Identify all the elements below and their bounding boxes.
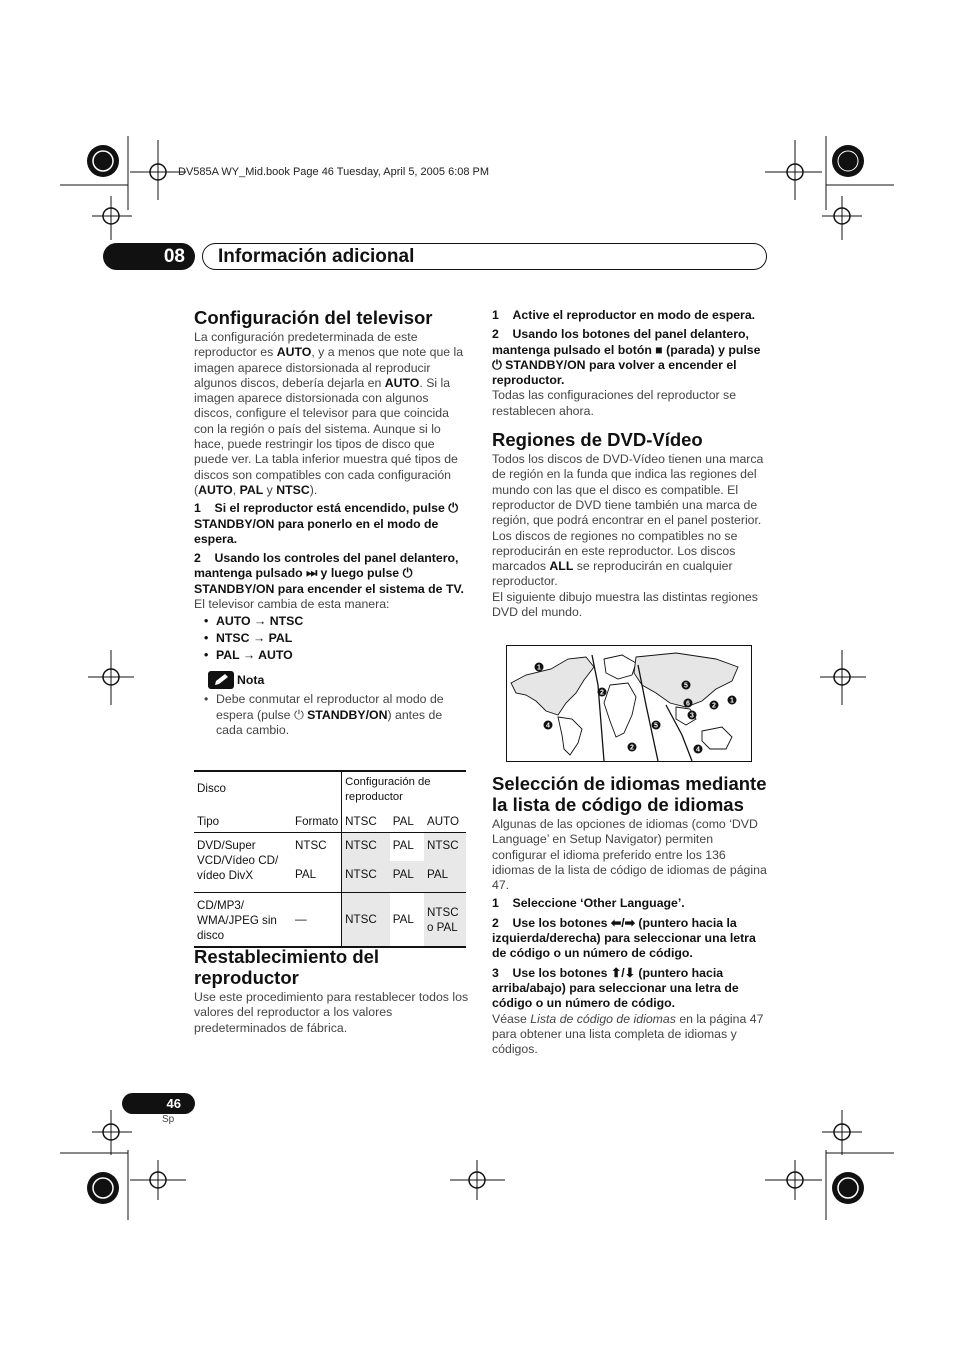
stop-icon: ■ (655, 342, 663, 357)
pencil-icon (208, 671, 234, 689)
table-header-disco: Disco (197, 782, 226, 795)
language-heading: Selección de idiomas mediante la lista de código de idiomas (492, 773, 767, 815)
reset-step-2: 2 Usando los botones del panel delantero, mantenga pulsado el botón ■ (parada) y pulse ⏻ STANDBY/ON para volver a encender el reproductor. (492, 327, 761, 388)
tv-step-1: 1 Si el reproductor está encendido, pulse ⏻ STANDBY/ON para ponerlo en el modo de espera. (194, 501, 458, 546)
language-section (492, 773, 767, 1057)
tv-config-heading: Configuración del televisor (194, 307, 433, 328)
region-text-2: El siguiente dibujo muestra las distintas regiones DVD del mundo. (492, 589, 758, 620)
language-step-3: 3 Use los botones ⬆/⬇ (puntero hacia arriba/abajo) para seleccionar una letra de código o un número de código. (492, 965, 739, 1011)
region-label: 4 (696, 746, 700, 754)
language-step-1: 1 Seleccione ‘Other Language’. (492, 896, 685, 911)
tv-compat-table (194, 770, 466, 948)
region-label: 6 (686, 700, 690, 708)
language-step-2: 2 Use los botones ⬅/➡ (puntero hacia la izquierda/derecha) para seleccionar una letra de código o un número de código. (492, 915, 756, 961)
power-icon: ⏻ (293, 707, 304, 722)
file-info-line: DV585A WY_Mid.book Page 46 Tuesday, April 5, 2005 6:08 PM (178, 166, 490, 178)
list-item: • AUTO → NTSC (194, 613, 469, 630)
tv-cycle-list (194, 613, 469, 664)
region-label: 2 (600, 689, 604, 697)
region-label: 4 (546, 722, 550, 730)
region-label: 1 (730, 697, 734, 705)
table-header-auto: AUTO (427, 815, 459, 828)
language-code: Sp (162, 1114, 175, 1125)
tv-intro-text: La configuración predeterminada de este reproductor es AUTO, y a menos que note que la imagen aparece distorsionada al reproducir algunos discos, debería dejarla en AUTO. Si la imagen aparece distorsionada con algunos discos, configure el televisor para que coincida con la región o país del sistema. Aunque si lo hace, puede restringir los tipos de disco que puede ver. La tabla inferior muestra qué tipos de discos son compatibles con cada configuración (AUTO, PAL y NTSC). (194, 330, 464, 497)
region-label: 5 (654, 722, 658, 730)
dvd-region-map (506, 645, 752, 762)
table-header-tipo: Tipo (197, 815, 220, 828)
left-column (194, 307, 469, 738)
region-label: 2 (712, 702, 716, 710)
reset-step-1: 1 Active el reproductor en modo de espera. (492, 308, 756, 322)
note-text: • Debe conmutar el reproductor al modo de espera (pulse ⏻ STANDBY/ON) antes de cada cambio. (204, 692, 444, 737)
table-row: CD/MP3/ WMA/JPEG sin disco — NTSC PAL NTSC o PAL (194, 893, 466, 948)
language-reference-text: Véase Lista de código de idiomas en la página 47 para obtener una lista completa de idiomas y códigos. (492, 1011, 764, 1057)
region-text: Todos los discos de DVD-Vídeo tienen una marca de región en la funda que indica las regiones del mundo con las que el disco es compatible. El reproductor de DVD tiene también una marca de región, que podrá encontrar en el panel posterior. Los discos de regiones no compatibles no se reproducirán en este reproductor. Los discos marcados ALL se reproducirán en cualquier reproductor. (492, 452, 764, 589)
reset-section (194, 946, 469, 1036)
table-row: DVD/Super VCD/Vídeo CD/ vídeo DivX NTSC NTSC PAL NTSC (194, 833, 466, 862)
list-item: • NTSC → PAL (194, 630, 469, 647)
table-row: PAL NTSC PAL PAL (194, 861, 466, 893)
reset-heading: Restablecimiento del reproductor (194, 946, 380, 988)
language-text: Algunas de las opciones de idiomas (como ‘DVD Language’ en Setup Navigator) permiten configurar el idioma preferido entre los 136 idiomas de la lista de código de idiomas de página 47. (492, 817, 767, 893)
table-header-config: Configuración de reproductor (342, 771, 466, 808)
note-label: Nota (237, 673, 265, 688)
chapter-number: 08 (103, 243, 195, 270)
table-header-pal: PAL (392, 815, 414, 828)
power-icon: ⏻ (492, 357, 502, 372)
region-label: 1 (537, 664, 541, 672)
region-label: 5 (684, 682, 688, 690)
region-label: 3 (690, 712, 694, 720)
reset-done-text: Todas las configuraciones del reproductor se restablecen ahora. (492, 388, 737, 418)
page-number: 46 (122, 1093, 195, 1114)
region-label: 2 (630, 744, 634, 752)
power-icon: ⏻ (448, 501, 458, 516)
next-track-icon: ⏭ (306, 566, 318, 581)
right-column (492, 308, 767, 620)
tv-step-2: 2 Usando los controles del panel delantero, mantenga pulsado ⏭ y luego pulse ⏻ STANDBY/ON para encender el sistema de TV. (194, 551, 464, 596)
list-item: • PAL → AUTO (194, 647, 469, 664)
table-header-ntsc: NTSC (342, 808, 390, 833)
region-heading: Regiones de DVD-Vídeo (492, 429, 703, 451)
power-icon: ⏻ (402, 566, 413, 581)
chapter-title: Información adicional (218, 246, 415, 267)
note-header (194, 673, 469, 691)
tv-changes-text: El televisor cambia de esta manera: (194, 597, 390, 612)
table-header-formato: Formato (295, 815, 339, 828)
reset-text: Use este procedimiento para restablecer todos los valores del reproductor a los valores predeterminados de fábrica. (194, 990, 469, 1035)
